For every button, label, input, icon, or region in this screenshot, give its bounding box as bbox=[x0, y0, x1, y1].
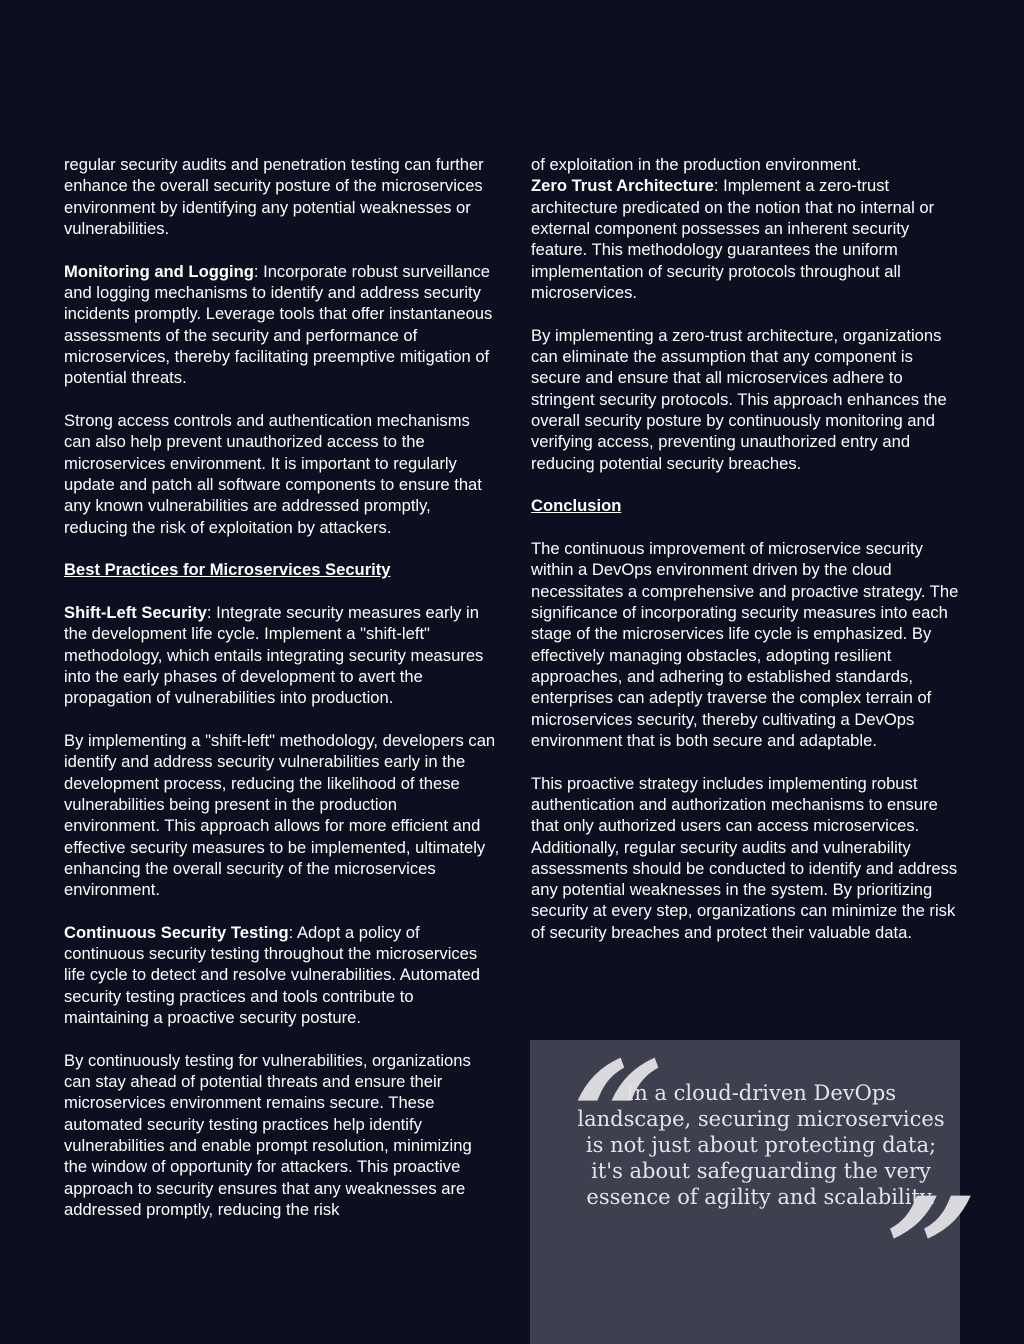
monitoring-logging-text: : Incorporate robust surveillance and logging mechanisms to identify and address security incidents promptly. Leverage tools that offer instantaneous assessments of the security and performance of microservices, thereby facilitating preemptive mitigation of potential threats. bbox=[64, 261, 493, 388]
shift-left-text: : Integrate security measures early in the development life cycle. Implement a "shift-left" methodology, which entails integrating security measures into the early phases of development to avert the propagation of vulnerabilities into production. bbox=[64, 602, 484, 708]
continuous-testing-paragraph bbox=[64, 922, 496, 1029]
right-column bbox=[531, 154, 961, 943]
close-quote-icon: ” bbox=[861, 1165, 957, 1341]
shift-left-paragraph bbox=[64, 602, 496, 709]
left-column bbox=[64, 154, 496, 1220]
pull-quote-text: In a cloud-driven DevOps landscape, securing microservices is not just about protecting data; it's about safeguarding the very essence of agility and scalability. bbox=[577, 1081, 945, 1209]
open-quote-icon: “ bbox=[549, 1029, 645, 1205]
continuous-testing-term: Continuous Security Testing bbox=[64, 922, 289, 942]
continuation-paragraph: of exploitation in the production environment. bbox=[531, 155, 862, 174]
access-controls-paragraph: Strong access controls and authentication mechanisms can also help prevent unauthorized access to the microservices environment. It is important to regularly update and patch all software components to ensure that any known vulnerabilities are addressed promptly, reducing the risk of exploitation by attackers. bbox=[64, 410, 482, 537]
intro-paragraph: regular security audits and penetration testing can further enhance the overall security posture of the microservices environment by identifying any potential weaknesses or vulnerabilities. bbox=[64, 155, 484, 238]
zero-trust-text: : Implement a zero-trust architecture predicated on the notion that no internal or external component possesses an inherent security feature. This methodology guarantees the uniform implementation of security protocols throughout all microservices. bbox=[531, 176, 935, 302]
monitoring-logging-paragraph bbox=[64, 261, 496, 389]
shift-left-detail-paragraph: By implementing a "shift-left" methodology, developers can identify and address security vulnerabilities early in the development process, reducing the likelihood of these vulnerabilities being present in the production environment. This approach allows for more efficient and effective security measures to be implemented, ultimately enhancing the overall security of the microservices environment. bbox=[64, 730, 496, 900]
monitoring-logging-term: Monitoring and Logging bbox=[64, 261, 254, 281]
continuous-testing-text: : Adopt a policy of continuous security testing throughout the microservices life cycle to detect and resolve vulnerabilities. Automated security testing practices and tools contribute to maintaining a proactive security posture. bbox=[64, 922, 480, 1028]
continuous-testing-detail-paragraph: By continuously testing for vulnerabilities, organizations can stay ahead of potential threats and ensure their microservices environment remains secure. These automated security testing practices help identify vulnerabilities and enable prompt resolution, minimizing the window of opportunity for attackers. This proactive approach to security ensures that any weaknesses are addressed promptly, reducing the risk bbox=[64, 1050, 472, 1220]
pull-quote-box bbox=[530, 1029, 960, 1344]
conclusion-paragraph: The continuous improvement of microservice security within a DevOps environment driven by the cloud necessitates a comprehensive and proactive strategy. The significance of incorporating security measures into each stage of the microservices life cycle is emphasized. By effectively managing obstacles, adopting resilient approaches, and adhering to established standards, enterprises can adeptly traverse the complex terrain of microservices security, thereby cultivating a DevOps environment that is both secure and adaptable. bbox=[531, 538, 959, 750]
zero-trust-term: Zero Trust Architecture bbox=[531, 176, 714, 196]
zero-trust-paragraph bbox=[531, 175, 961, 303]
proactive-strategy-paragraph: This proactive strategy includes implementing robust authentication and authorization mechanisms to ensure that only authorized users can access microservices. Additionally, regular security audits and vulnerability assessments should be conducted to identify and address any potential weaknesses in the system. By prioritizing security at every step, organizations can minimize the risk of security breaches and protect their valuable data. bbox=[531, 773, 958, 942]
shift-left-term: Shift-Left Security bbox=[64, 602, 207, 622]
conclusion-heading: Conclusion bbox=[531, 496, 622, 516]
best-practices-heading: Best Practices for Microservices Security bbox=[64, 560, 391, 580]
zero-trust-detail-paragraph: By implementing a zero-trust architecture, organizations can eliminate the assumption that any component is secure and ensure that all microservices adhere to stringent security protocols. This approach enhances the overall security posture by continuously monitoring and verifying access, preventing unauthorized entry and reducing potential security breaches. bbox=[531, 325, 947, 473]
